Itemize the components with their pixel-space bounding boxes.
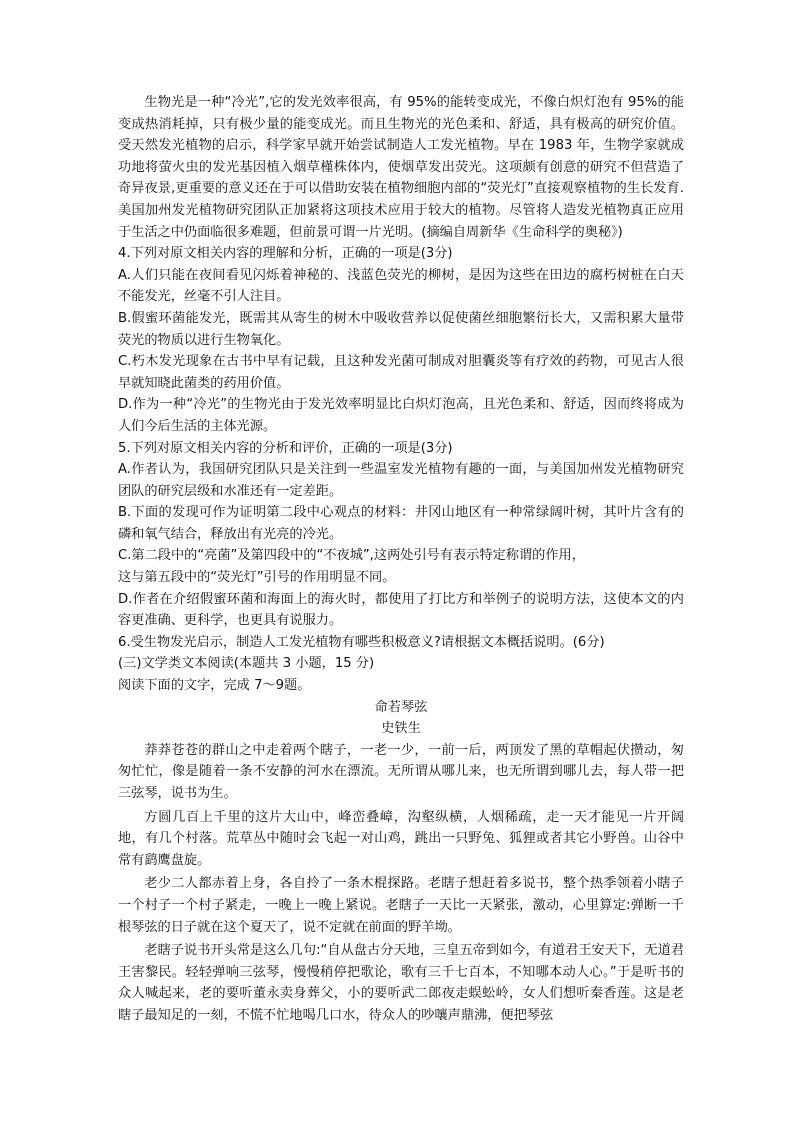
story-paragraph-4: 老瞎子说书开头常是这么几句:“自从盘古分天地，三皇五帝到如今，有道君王安天下，无道君王害黎民。轻轻弹响三弦琴，慢慢稍停把歌论，歌有三千七百本，不知哪本动人心。”于是听书的众人喊起来，老的要听董永卖身葬父，小的要听武二郎夜走蜈蚣岭，女人们想听秦香莲。这是老瞎子最知足的一刻，不慌不忙地喝几口水，待众人的吵嚷声鼎沸，便把琴弦 (118, 943, 684, 1023)
story-author: 史铁生 (381, 721, 421, 737)
section-instruction: 阅读下面的文字，完成 7～9题。 (118, 678, 311, 694)
question-5-option-a: A.作者认为，我国研究团队只是关注到一些温室发光植物有趣的一面，与美国加州发光植物研究团队的研究层级和水准还有一定差距。 (118, 462, 684, 499)
document-page (118, 92, 684, 1027)
question-5-option-c-line1: C.第二段中的“亮菌”及第四段中的“不夜城”,这两处引号有表示特定称谓的作用， (118, 548, 585, 564)
question-4-option-c: C.朽木发光现象在古书中早有记载，且这种发光菌可制成对胆囊炎等有疗效的药物，可见古人很早就知晓此菌类的药用价值。 (118, 354, 684, 391)
section-heading: (三)文学类文本阅读(本题共 3 小题，15 分) (118, 656, 375, 672)
story-paragraph-1: 莽莽苍苍的群山之中走着两个瞎子，一老一少，一前一后，两顶发了黑的草帽起伏攒动，匆匆忙忙，像是随着一条不安静的河水在漂流。无所谓从哪儿来，也无所谓到哪儿去，每人带一把三弦琴，说书为生。 (118, 742, 684, 801)
question-4-stem: 4.下列对原文相关内容的理解和分析，正确的一项是(3分) (118, 246, 453, 262)
story-paragraph-2: 方圆几百上千里的这片大山中，峰峦叠嶂，沟壑纵横，人烟稀疏，走一天才能见一片开阔地，有几个村落。荒草丛中随时会飞起一对山鸡，跳出一只野兔、狐狸或者其它小野兽。山谷中常有鹞鹰盘旋。 (118, 809, 684, 868)
question-4-option-b: B.假蜜环菌能发光，既需其从寄生的树木中吸收营养以促使菌丝细胞繁衍长大，又需积累大量带荧光的物质以进行生物氧化。 (118, 310, 684, 348)
passage-paragraph: 生物光是一种“冷光”,它的发光效率很高，有 95%的能转变成光，不像白炽灯泡有 95%的能变成热消耗掉，只有极少量的能变成光。而且生物光的光色柔和、舒适，具有极高的研究价值。受天然发光植物的启示，科学家早就开始尝试制造人工发光植物。早在 1983 年，生物学家就成功地将萤火虫的发光基因植入烟草槿株体内，使烟草发出荧光。这项颇有创意的研究不但营造了奇异夜景,更重要的意义还在于可以借助安装在植物细胞内部的“荧光灯”直接观察植物的生长发育.美国加州发光植物研究团队正加紧将这项技术应用于较大的植物。尽管将人造发光植物真正应用于生活之中仍面临很多难题，但前景可谓一片光明。(摘编自周新华《生命科学的奥秘》) (118, 95, 684, 240)
question-5-option-b: B.下面的发现可作为证明第二段中心观点的材料：井冈山地区有一种常绿阔叶树，其叶片含有的磷和氧气结合，释放出有光亮的冷光。 (118, 505, 684, 542)
story-title: 命若琴弦 (374, 699, 428, 715)
question-4-option-d: D.作为一种“冷光”的生物光由于发光效率明显比白炽灯泡高，且光色柔和、舒适，因而终将成为人们今后生活的主体光源。 (118, 397, 684, 434)
question-5-stem: 5.下列对原文相关内容的分析和评价，正确的一项是(3分) (118, 440, 453, 456)
story-paragraph-3: 老少二人都赤着上身，各自拎了一条木棍探路。老瞎子想赶着多说书，整个热季领着小瞎子一个村子一个村子紧走，一晚上一晚上紧说。老瞎子一天比一天紧张，激动，心里算定:弹断一千根琴弦的日子就在这个夏天了，说不定就在前面的野羊坳。 (118, 876, 684, 935)
question-6-stem: 6.受生物发光启示，制造人工发光植物有哪些积极意义?请根据文本概括说明。(6分) (118, 634, 605, 650)
question-5-option-d: D.作者在介绍假蜜环菌和海面上的海火时，都使用了打比方和举例子的说明方法，这使本文的内容更准确、更科学，也更具有说服力。 (118, 591, 684, 629)
question-5-option-c-line2: 这与第五段中的“荧光灯”引号的作用明显不同。 (118, 570, 396, 586)
question-4-option-a: A.人们只能在夜间看见闪烁着神秘的、浅蓝色荧光的柳树，是因为这些在田边的腐朽树桩在白天不能发光，丝毫不引人注目。 (118, 267, 684, 305)
